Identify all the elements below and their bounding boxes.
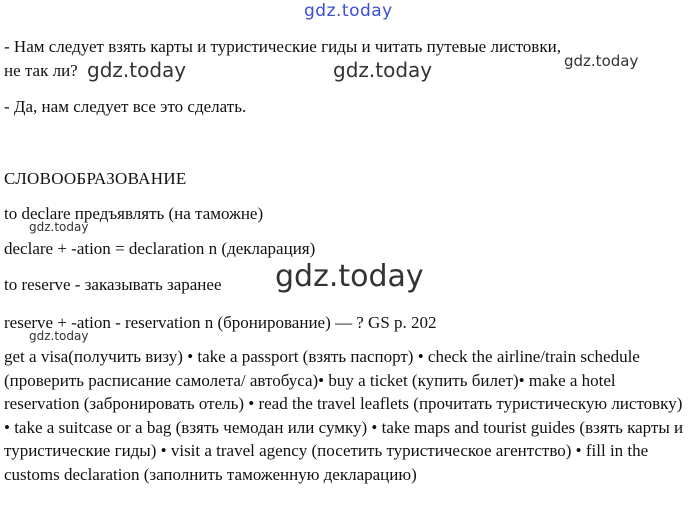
watermark: gdz.today [87,58,187,82]
watermark: gdz.today [29,220,89,234]
watermark: gdz.today [29,329,89,343]
dialogue-line-1: - Нам следует взять карты и туристические гиды и читать путевые листовки, [4,37,561,56]
watermark: gdz.today [275,259,424,294]
watermark-top: gdz.today [304,1,393,21]
travel-phrases-paragraph: get a visa(получить визу) • take a passport (взять паспорт) • check the airline/train schedule (проверить расписание самолета/ автобуса)• buy a ticket (купить билет)• make a hotel reservation (забронировать отель) • read the travel leaflets (прочитать туристическую листовку) • take a suitcase or a bag (взять чемодан или сумку) • take maps and tourist guides (взять карты и туристические гиды) • visit a travel agency (посетить туристическое агентство) • fill in the customs declaration (заполнить таможенную декларацию) [4,347,684,484]
dialogue-line-2: - Да, нам следует все это сделать. [4,97,247,116]
watermark: gdz.today [564,52,639,70]
watermark: gdz.today [333,58,433,82]
section-heading: СЛОВООБРАЗОВАНИЕ [4,169,187,188]
word-formation-line-1: to declare предъявлять (на таможне) [4,204,264,223]
dialogue-line-1-continued: не так ли? [4,61,78,80]
word-formation-line-2: declare + -ation = declaration n (декларация) [4,239,316,258]
word-formation-line-3: to reserve - заказывать заранее [4,275,222,294]
word-formation-line-4: reserve + -ation - reservation n (бронирование) — ? GS p. 202 [4,313,437,332]
